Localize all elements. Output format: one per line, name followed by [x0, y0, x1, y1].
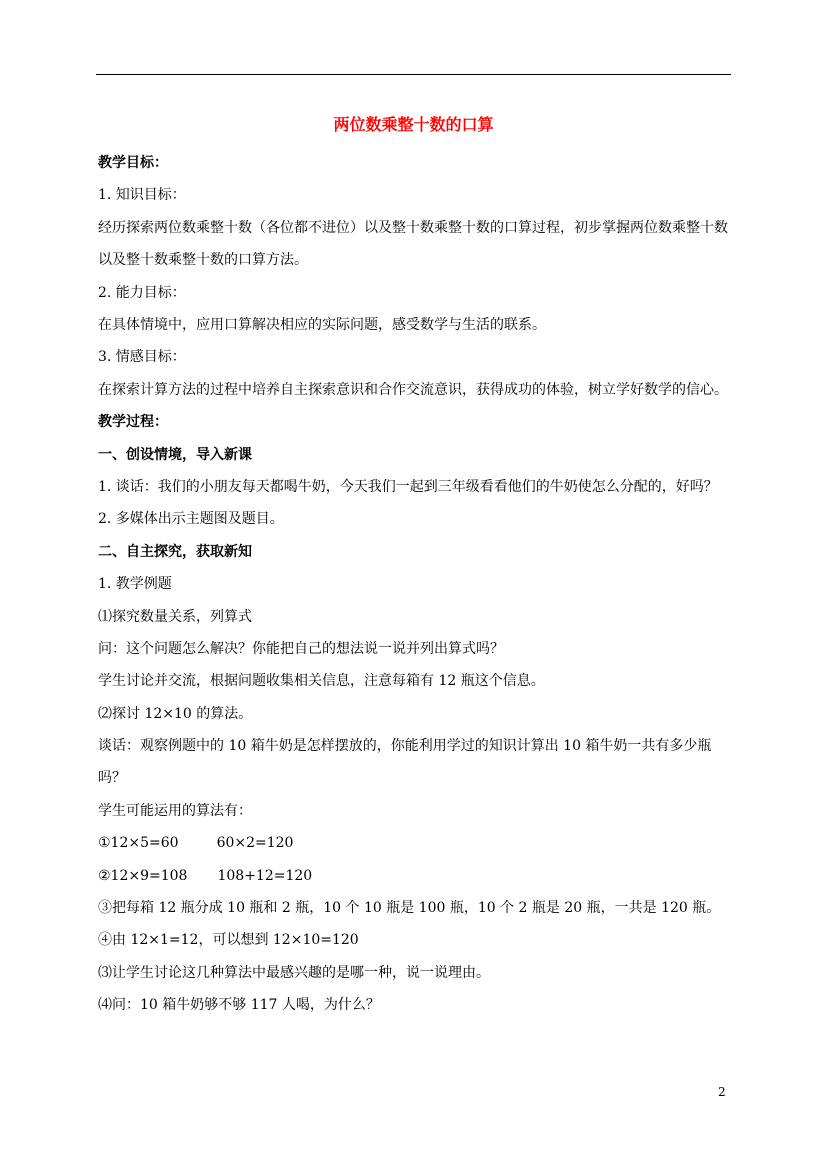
process-heading: 教学过程：	[98, 414, 168, 431]
paragraph: 1. 教学例题	[98, 576, 172, 593]
emotion-goal-text: 在探索计算方法的过程中培养自主探索意识和合作交流意识，获得成功的体验，树立学好数学的信心。	[98, 381, 728, 398]
paragraph: 2. 多媒体出示主题图及题目。	[98, 511, 284, 528]
header-rule	[96, 74, 731, 75]
document-body	[98, 152, 730, 1027]
page-title: 两位数乘整十数的口算	[333, 115, 494, 134]
paragraph: 学生讨论并交流，根据问题收集相关信息，注意每箱有 12 瓶这个信息。	[98, 673, 545, 690]
page-number: 2	[718, 1085, 726, 1099]
method-1-step-a: ①12×5=60	[98, 835, 179, 852]
knowledge-goal-label: 1. 知识目标：	[98, 187, 186, 204]
ability-goal-label: 2. 能力目标：	[98, 284, 186, 301]
method-4: ④由 12×1=12，可以想到 12×10=120	[98, 932, 359, 949]
emotion-goal-label: 3. 情感目标：	[98, 349, 186, 366]
paragraph: ⑵探讨 12×10 的算法。	[98, 705, 253, 722]
paragraph: 学生可能运用的算法有：	[98, 802, 252, 819]
goals-heading: 教学目标：	[98, 155, 168, 171]
method-3: ③把每箱 12 瓶分成 10 瓶和 2 瓶，10 个 10 瓶是 100 瓶，10 个 2 瓶是 20 瓶，一共是 120 瓶。	[98, 900, 721, 917]
part1-heading: 一、创设情境，导入新课	[98, 446, 252, 463]
knowledge-goal-text: 经历探索两位数乘整十数（各位都不进位）以及整十数乘整十数的口算过程，初步掌握两位数乘整十数以及整十数乘整十数的口算方法。	[98, 219, 728, 269]
method-2	[98, 865, 730, 897]
paragraph: 谈话：观察例题中的 10 箱牛奶是怎样摆放的，你能利用学过的知识计算出 10 箱牛奶一共有多少瓶吗？	[98, 738, 712, 787]
method-1-step-b: 60×2=120	[216, 835, 294, 852]
method-1	[98, 832, 730, 864]
paragraph: 1. 谈话：我们的小朋友每天都喝牛奶，今天我们一起到三年级看看他们的牛奶使怎么分配的，好吗？	[98, 478, 718, 495]
method-2-step-a: ②12×9=108	[98, 867, 188, 884]
ability-goal-text: 在具体情境中，应用口算解决相应的实际问题，感受数学与生活的联系。	[98, 316, 546, 333]
paragraph: 问：这个问题怎么解决？你能把自己的想法说一说并列出算式吗？	[98, 640, 504, 657]
paragraph: ⑷问：10 箱牛奶够不够 117 人喝，为什么？	[98, 997, 380, 1014]
part2-heading: 二、自主探究，获取新知	[98, 543, 252, 560]
paragraph: ⑴探究数量关系，列算式	[98, 608, 252, 625]
paragraph: ⑶让学生讨论这几种算法中最感兴趣的是哪一种，说一说理由。	[98, 964, 490, 981]
method-2-step-b: 108+12=120	[217, 867, 313, 884]
